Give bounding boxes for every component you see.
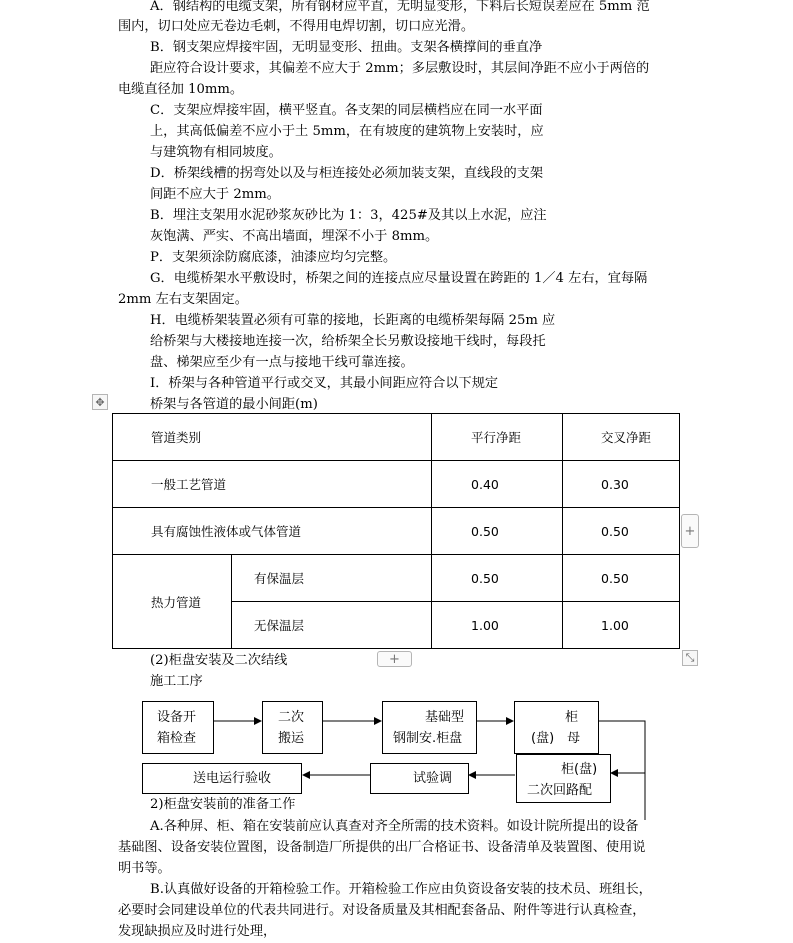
plus-icon: + <box>684 523 696 539</box>
text-line: I．桥架与各种管道平行或交叉，其最小间距应符合以下规定 <box>150 376 499 391</box>
text-line: 与建筑物有相同坡度。 <box>150 145 282 160</box>
text-line: P．支架须涂防腐底漆，油漆应均匀完整。 <box>150 250 397 265</box>
text-line: A.各种屏、柜、箱在安装前应认真查对齐全所需的技术资料。如设计院所提出的设备 <box>150 819 639 834</box>
text-line: 电缆直径加 10mm。 <box>118 82 244 97</box>
text-line: 基础图、设备安装位置图，设备制造厂所提供的出厂合格证书、设备清单及装置图、使用说 <box>118 840 646 855</box>
text-line: 2mm 左右支架固定。 <box>118 292 248 307</box>
cell-parallel: 0.50 <box>432 555 563 602</box>
flow-step-secondary-wiring: 柜(盘) 二次回路配 <box>516 754 611 803</box>
table-caption: 桥架与各管道的最小间距(m) <box>150 397 318 412</box>
text-line: 上，其高低偏差不应小于土 5mm，在有坡度的建筑物上安装时，应 <box>150 124 544 139</box>
text-line: B．钢支架应焊接牢固，无明显变形、扭曲。支架各横撑间的垂直净 <box>150 40 543 55</box>
cell-subcategory: 无保温层 <box>232 602 432 649</box>
flow-title: 施工工序 <box>150 674 203 689</box>
text-line: 明书等。 <box>118 861 171 876</box>
cell-category: 一般工艺管道 <box>113 461 432 508</box>
text-line: 灰饱满、严实、不高出墙面，埋深不小于 8mm。 <box>150 229 439 244</box>
text-line: 距应符合设计要求，其偏差不应大于 2mm；多层敷设时，其层间净距不应小于两倍的 <box>150 61 650 76</box>
cell-cross: 0.30 <box>563 461 680 508</box>
header-parallel: 平行净距 <box>432 414 563 461</box>
text-line: 给桥架与大楼接地连接一次，给桥架全长另敷设接地干线时，每段托 <box>150 334 546 349</box>
cell-parallel: 0.50 <box>432 508 563 555</box>
flow-step-cabinet-busbar: 柜 (盘) 母 <box>514 701 599 754</box>
cell-heat-category: 热力管道 <box>113 555 232 649</box>
cell-cross: 1.00 <box>563 602 680 649</box>
flow-step-testing: 试验调 <box>370 763 469 794</box>
text-line: D．桥架线槽的拐弯处以及与柜连接处必须加装支架，直线段的支架 <box>150 166 544 181</box>
cell-parallel: 0.40 <box>432 461 563 508</box>
text-line: 间距不应大于 2mm。 <box>150 187 280 202</box>
header-category: 管道类别 <box>113 414 432 461</box>
plus-icon: + <box>389 651 400 667</box>
header-cross: 交叉净距 <box>563 414 680 461</box>
flow-step-foundation-install: 基础型 钢制安.柜盘 <box>382 701 477 754</box>
section-heading: (2)柜盘安装及二次结线 <box>150 653 288 668</box>
text-line: B．埋注支架用水泥砂浆灰砂比为 1：3，425#及其以上水泥，应注 <box>150 208 547 223</box>
flow-step-unpack-inspection: 设备开 箱检查 <box>142 701 214 754</box>
flow-step-secondary-transport: 二次 搬运 <box>262 701 323 754</box>
cell-cross: 0.50 <box>563 508 680 555</box>
move-icon: ✥ <box>95 395 105 409</box>
text-line: 盘、梯架应至少有一点与接地干线可靠连接。 <box>150 355 414 370</box>
text-line: H．电缆桥架装置必须有可靠的接地，长距离的电缆桥架每隔 25m 应 <box>150 313 556 328</box>
section-heading: 2)柜盘安装前的准备工作 <box>150 797 296 812</box>
text-line: B.认真做好设备的开箱检验工作。开箱检验工作应由负资设备安装的技术员、班组长， <box>150 882 652 897</box>
text-line: C．支架应焊接牢固，横平竖直。各支架的同层横档应在同一水平面 <box>150 103 543 118</box>
cell-parallel: 1.00 <box>432 602 563 649</box>
text-line: 必要时会同建设单位的代表共同进行。对设备质量及其相配套备品、附件等进行认真检查， <box>118 903 646 918</box>
text-line: G．电缆桥架水平敷设时，桥架之间的连接点应尽量设置在跨距的 1／4 左右，宜每隔 <box>150 271 648 286</box>
cell-subcategory: 有保温层 <box>232 555 432 602</box>
cell-cross: 0.50 <box>563 555 680 602</box>
text-line: 发现缺损应及时进行处理， <box>118 924 277 939</box>
cell-category: 具有腐蚀性液体或气体管道 <box>113 508 432 555</box>
flow-step-energize-acceptance: 送电运行验收 <box>142 763 302 794</box>
text-line: 围内，切口处应无卷边毛刺，不得用电焊切割，切口应光滑。 <box>118 19 475 34</box>
text-line: A．钢结构的电缆支架，所有钢材应平直，无明显变形，下料后长短误差应在 5mm 范 <box>150 0 650 14</box>
resize-icon: ⤡ <box>685 651 695 664</box>
